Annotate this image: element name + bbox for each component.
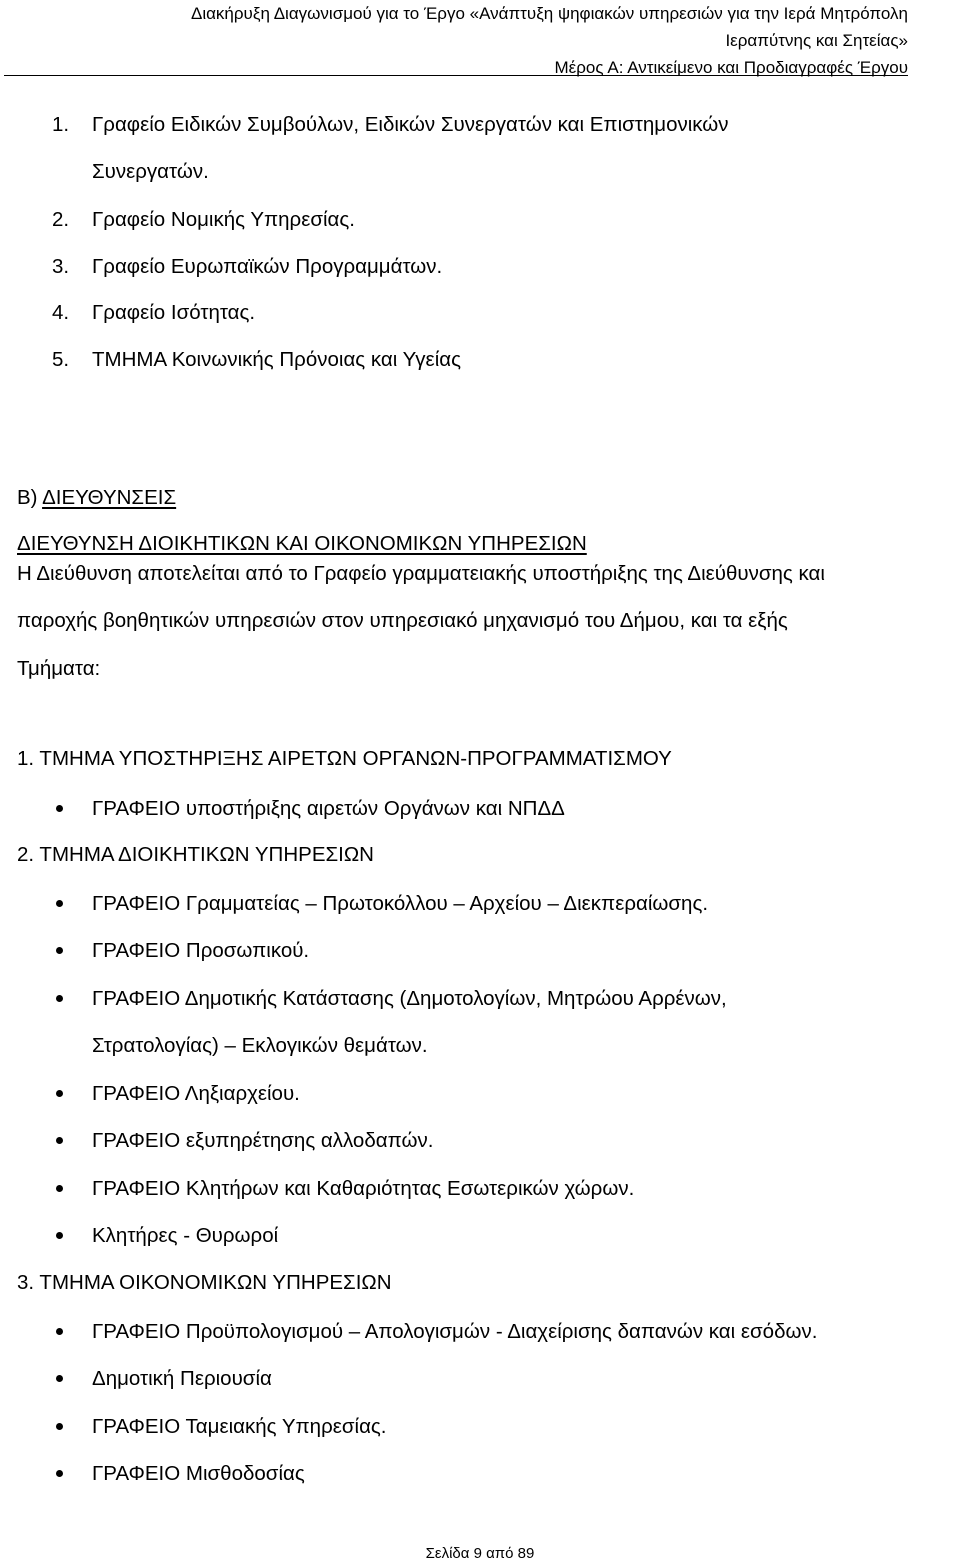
directorate-title: ΔΙΕΥΘΥΝΣΗ ΔΙΟΙΚΗΤΙΚΩΝ ΚΑΙ ΟΙΚΟΝΟΜΙΚΩΝ ΥΠΗΡΕΣΙΩΝ: [17, 532, 587, 555]
office-number: 4.: [52, 301, 70, 324]
office-item: ΤΜΗΜΑ Κοινωνικής Πρόνοιας και Υγείας: [92, 348, 461, 371]
department-office: ΓΡΑΦΕΙΟ Μισθοδοσίας: [92, 1462, 305, 1485]
department-office: ΓΡΑΦΕΙΟ Γραμματείας – Πρωτοκόλλου – Αρχείου – Διεκπεραίωσης.: [92, 892, 709, 915]
department-office: Κλητήρες - Θυρωροί: [92, 1224, 279, 1247]
department-office: ΓΡΑΦΕΙΟ Δημοτικής Κατάστασης (Δημοτολογίων, Μητρώου Αρρένων,: [92, 987, 727, 1010]
bullet-icon: [56, 1090, 63, 1097]
department-title: 2. ΤΜΗΜΑ ΔΙΟΙΚΗΤΙΚΩΝ ΥΠΗΡΕΣΙΩΝ: [17, 843, 374, 866]
department-office: ΓΡΑΦΕΙΟ Ληξιαρχείου.: [92, 1082, 300, 1105]
directorate-paragraph-line-1: Η Διεύθυνση αποτελείται από το Γραφείο γραμματειακής υποστήριξης της Διεύθυνσης και: [17, 562, 825, 585]
department-office: ΓΡΑΦΕΙΟ Προσωπικού.: [92, 939, 310, 962]
bullet-icon: [56, 1137, 63, 1144]
office-number: 3.: [52, 255, 70, 278]
department-office: ΓΡΑΦΕΙΟ υποστήριξης αιρετών Οργάνων και ΝΠΔΔ: [92, 797, 565, 820]
bullet-icon: [56, 1232, 63, 1239]
office-item: Γραφείο Ευρωπαϊκών Προγραμμάτων.: [92, 255, 443, 278]
office-number: 1.: [52, 113, 70, 136]
bullet-icon: [56, 1423, 63, 1430]
department-office: ΓΡΑΦΕΙΟ Ταμειακής Υπηρεσίας.: [92, 1415, 387, 1438]
section-b-title: [17, 485, 176, 511]
page-number: Σελίδα 9 από 89: [425, 1545, 535, 1562]
page-header: [191, 0, 908, 81]
section-b-prefix: Β): [17, 486, 43, 509]
department-office: ΓΡΑΦΕΙΟ Προϋπολογισμού – Απολογισμών - Διαχείρισης δαπανών και εσόδων.: [92, 1320, 818, 1343]
office-item-continuation: Συνεργατών.: [92, 160, 209, 183]
office-item: Γραφείο Νομικής Υπηρεσίας.: [92, 208, 355, 231]
bullet-icon: [56, 947, 63, 954]
office-number: 5.: [52, 348, 70, 371]
header-divider: [4, 75, 908, 76]
department-office: Δημοτική Περιουσία: [92, 1367, 272, 1390]
department-title: 3. ΤΜΗΜΑ ΟΙΚΟΝΟΜΙΚΩΝ ΥΠΗΡΕΣΙΩΝ: [17, 1271, 392, 1294]
bullet-icon: [56, 1470, 63, 1477]
bullet-icon: [56, 995, 63, 1002]
office-item: Γραφείο Ισότητας.: [92, 301, 256, 324]
bullet-icon: [56, 805, 63, 812]
bullet-icon: [56, 1375, 63, 1382]
bullet-icon: [56, 1185, 63, 1192]
department-title: 1. ΤΜΗΜΑ ΥΠΟΣΤΗΡΙΞΗΣ ΑΙΡΕΤΩΝ ΟΡΓΑΝΩΝ-ΠΡΟΓΡΑΜΜΑΤΙΣΜΟΥ: [17, 747, 672, 770]
header-line-1: Διακήρυξη Διαγωνισμού για το Έργο «Ανάπτυξη ψηφιακών υπηρεσιών για την Ιερά Μητρόπολη: [190, 4, 908, 23]
office-item: Γραφείο Ειδικών Συμβούλων, Ειδικών Συνεργατών και Επιστημονικών: [92, 113, 729, 136]
bullet-icon: [56, 1328, 63, 1335]
office-number: 2.: [52, 208, 70, 231]
header-line-2: Ιεραπύτνης και Σητείας»: [725, 31, 908, 50]
department-office-continuation: Στρατολογίας) – Εκλογικών θεμάτων.: [92, 1034, 428, 1057]
header-line-3: Μέρος Α: Αντικείμενο και Προδιαγραφές Έργου: [554, 58, 908, 77]
section-b-heading: ΔΙΕΥΘΥΝΣΕΙΣ: [42, 486, 177, 509]
department-office: ΓΡΑΦΕΙΟ Κλητήρων και Καθαριότητας Εσωτερικών χώρων.: [92, 1177, 635, 1200]
bullet-icon: [56, 900, 63, 907]
department-office: ΓΡΑΦΕΙΟ εξυπηρέτησης αλλοδαπών.: [92, 1129, 434, 1152]
directorate-paragraph-line-3: Τμήματα:: [17, 657, 101, 680]
directorate-paragraph-line-2: παροχής βοηθητικών υπηρεσιών στον υπηρεσιακό μηχανισμό του Δήμου, και τα εξής: [17, 609, 788, 632]
